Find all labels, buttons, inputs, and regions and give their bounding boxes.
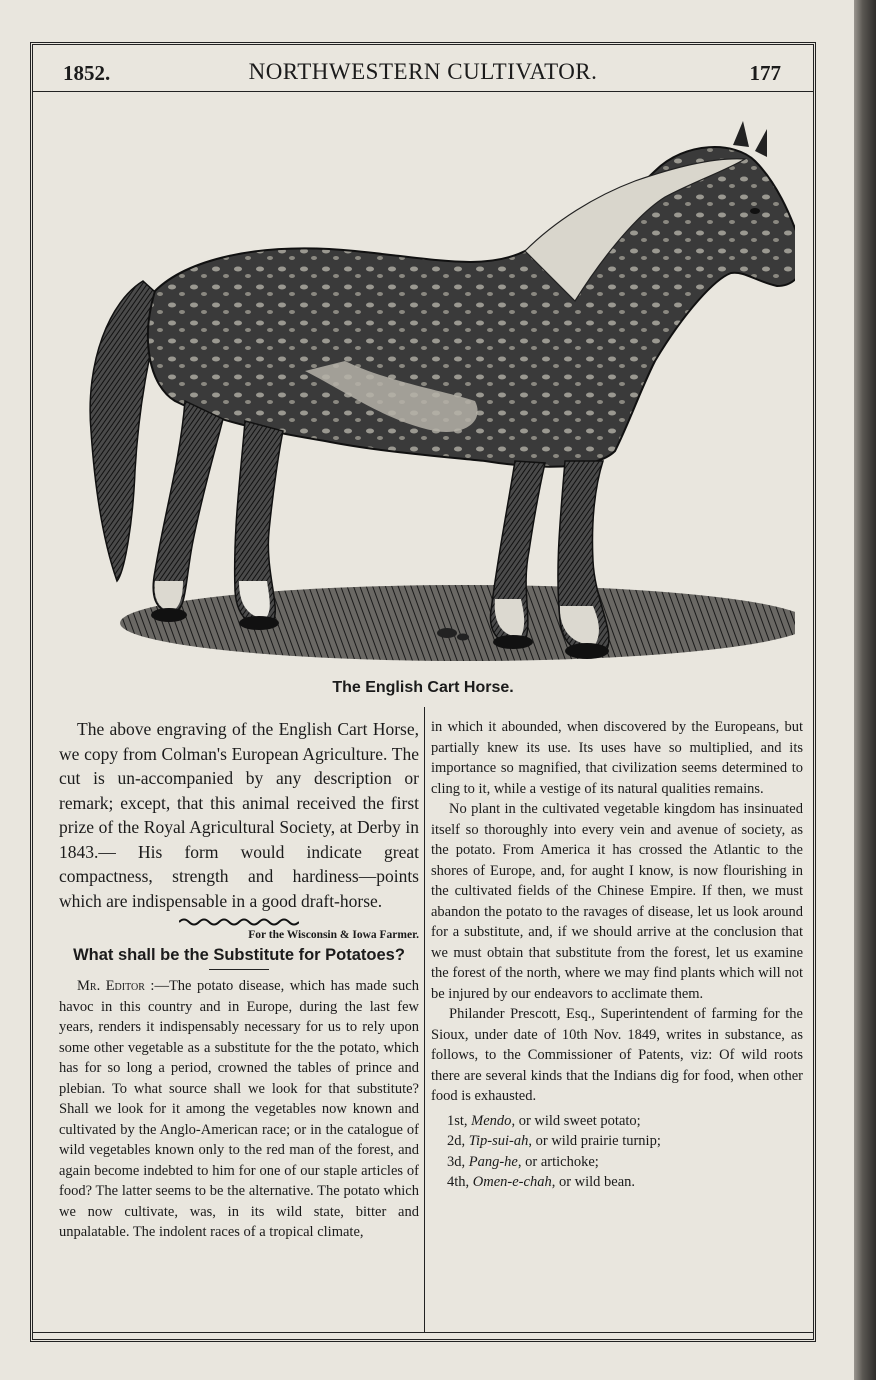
- bottom-rule: [33, 1332, 813, 1333]
- list-item: 3d, Pang-he, or artichoke;: [447, 1153, 599, 1170]
- header-page-number: 177: [749, 61, 781, 85]
- article-source: For the Wisconsin & Iowa Farmer.: [248, 929, 419, 941]
- header-year: 1852.: [63, 61, 111, 85]
- title-rule: [209, 969, 269, 970]
- left-column: [59, 717, 419, 1243]
- list-item: 1st, Mendo, or wild sweet potato;: [447, 1112, 641, 1129]
- article-title: What shall be the Substitute for Potatoes?: [73, 946, 405, 964]
- ground-shadow: [120, 585, 795, 661]
- article-paragraph-2: No plant in the cultivated vegetable kingdom has insinuated itself so thoroughly into every vein and avenue of society, as the potato. From America it has crossed the Atlantic to the shores of Europe, and, for aught I know, is now flourishing in the cultivated fields of the Chinese Empire. If then, we must abandon the potato to the ravages of disease, let us look around for a substitute, and, if we should arrive at the conclusion that we must obtain that substitute from the forest, let us examine the forest of the north, where we may find plants which will not be injured by our endeavors to acclimate them.: [431, 801, 803, 1002]
- ornamental-divider: [179, 917, 299, 927]
- right-column: [431, 717, 803, 1193]
- page-header: [33, 51, 813, 92]
- column-divider: [424, 707, 425, 1333]
- wild-roots-list: [431, 1111, 803, 1193]
- article-paragraph-continued: in which it abounded, when discovered by the Europeans, but partially knew its use. Its uses have so multiplied, and its importance so magnified, that civilization seems determined to cling to it, while a vestige of its natural qualities remains.: [431, 719, 803, 797]
- newspaper-page: [30, 42, 816, 1342]
- article-body-start: —The potato disease, which has made such havoc in this country and in Europe, during the last few years, renders it indispensably necessary for us to rely upon some other vegetable as a substitute for the the potato, which has for so long a period, crowned the tables of prince and plebian. To what source shall we look for that substitute? Shall we look for it among the vegetables now known and cultivated by the Anglo-American race; or in the catalogue of wild vegetables known only to the red man of the forest, and again become indebted to him for one of our staple articles of food? The latter seems to be the alternative. The potato which we now cultivate, was, in its wild state, bitter and unpalatable. The indolent races of a tropical climate,: [59, 978, 419, 1240]
- salutation: Mr. Editor :: [77, 978, 155, 994]
- header-title: NORTHWESTERN CULTIVATOR.: [248, 59, 598, 84]
- list-item: 2d, Tip-sui-ah, or wild prairie turnip;: [447, 1133, 661, 1149]
- book-binding-edge: [854, 0, 876, 1380]
- article-paragraph-1: [59, 976, 419, 1243]
- intro-paragraph: The above engraving of the English Cart Horse, we copy from Colman's European Agriculture. The cut is un-accompanied by any description or remark; except, that this animal received the first prize of the Royal Agricultural Society, at Derby in 1843.— His form would indicate great compactness, strength and hardiness—points which are indispensable in a good draft-horse.: [59, 719, 419, 911]
- cart-horse-engraving: [55, 101, 795, 701]
- article-paragraph-3: Philander Prescott, Esq., Superintendent of farming for the Sioux, under date of 10th Nov. 1849, writes in substance, as follows, to the Commissioner of Patents, viz: Of wild roots there are several kinds that the Indians dig for food, when other food is exhausted.: [431, 1006, 803, 1104]
- illustration-caption: The English Cart Horse.: [332, 679, 514, 696]
- horse-eye: [750, 208, 760, 214]
- list-item: 4th, Omen-e-chah, or wild bean.: [447, 1174, 636, 1190]
